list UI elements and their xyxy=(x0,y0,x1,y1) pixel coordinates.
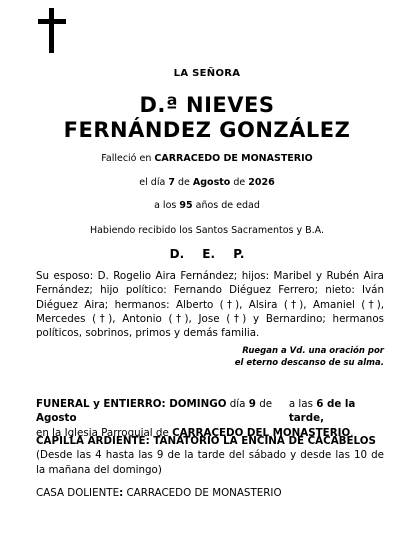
deceased-name-line1: D.ª NIEVES xyxy=(139,93,275,117)
deceased-name-line2: FERNÁNDEZ GONZÁLEZ xyxy=(63,118,351,142)
funeral-info: FUNERAL y ENTIERRO: DOMINGO día 9 de Agosto a las 6 de la tarde, en la Iglesia Parroquial de CARRACEDO DEL MONASTERIO. xyxy=(36,398,356,439)
latin-cross-icon xyxy=(38,8,66,53)
wake-info: CAPILLA ARDIENTE: TANATORIO LA ENCINA DE CACABELOS (Desde las 4 hasta las 9 de la tarde del sábado y desde las 10 de la mañana del domingo) xyxy=(36,435,384,476)
mourning-house: CASA DOLIENTE: CARRACEDO DE MONASTERIO xyxy=(36,487,282,499)
age-line: a los 95 años de edad xyxy=(154,200,260,211)
prayer-request: Ruegan a Vd. una oración por el eterno descanso de su alma. xyxy=(234,346,384,368)
family-list: Su esposo: D. Rogelio Aira Fernández; hijos: Maribel y Rubén Aira Fernández; hijo político: Fernando Diéguez Ferrero; nieto: Iván Diéguez Aira; hermanos: Alberto (†), Alsira (†), Amaniel (†), Mercedes (†), Antonio (†), Jose (†) y Bernardino; hermanos políticos, sobrinos, primos y demás familia. xyxy=(36,270,384,340)
title-label: LA SEÑORA xyxy=(173,68,241,79)
death-place-line: Falleció en CARRACEDO DE MONASTERIO xyxy=(101,153,313,164)
sacraments-line: Habiendo recibido los Santos Sacramentos y B.A. xyxy=(89,225,325,236)
rip-label: D. E. P. xyxy=(169,247,245,261)
death-date-line: el día 7 de Agosto de 2026 xyxy=(139,177,275,188)
